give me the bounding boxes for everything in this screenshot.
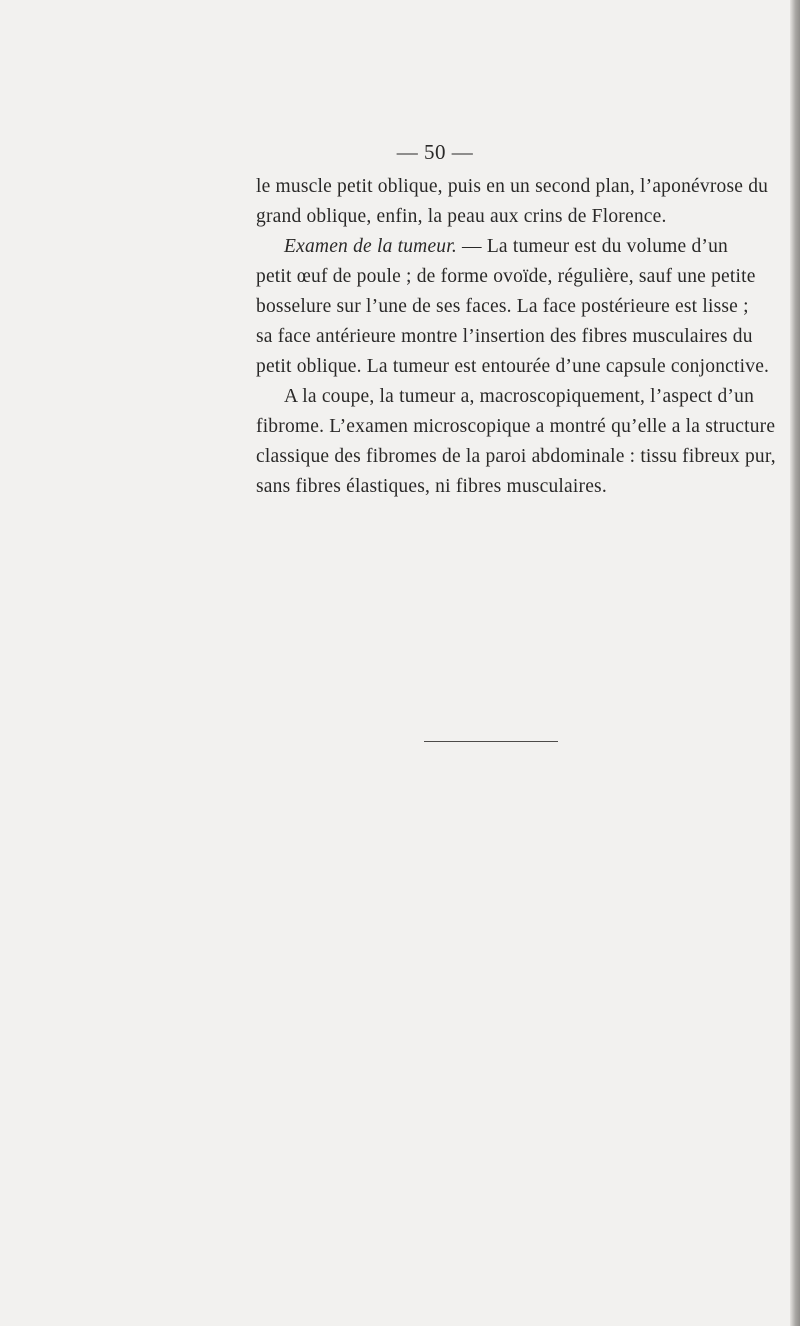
text-line-7: petit oblique. La tumeur est entourée d’une capsule conjonctive. <box>256 356 770 377</box>
text-line-2: grand oblique, enfin, la peau aux crins de Florence. <box>256 206 667 227</box>
text-line-10: classique des fibromes de la paroi abdominale : tissu fibreux pur, <box>256 446 776 467</box>
text-line-11: sans fibres élastiques, ni fibres musculaires. <box>256 476 607 497</box>
end-rule <box>424 741 558 742</box>
section-heading: Examen de la tumeur. <box>284 236 457 257</box>
text-line-6: sa face antérieure montre l’insertion des fibres musculaires du <box>256 326 753 347</box>
page-number: — 50 — <box>396 140 474 164</box>
text-line-4: petit œuf de poule ; de forme ovoïde, régulière, sauf une petite <box>256 266 756 287</box>
page-edge <box>790 0 800 1326</box>
text-line-5: bosselure sur l’une de ses faces. La face postérieure est lisse ; <box>256 296 749 317</box>
text-line-9: fibrome. L’examen microscopique a montré qu’elle a la structure <box>256 416 776 437</box>
body-text <box>256 172 776 502</box>
text-line-3 <box>256 232 728 262</box>
text-line-8: A la coupe, la tumeur a, macroscopiquement, l’aspect d’un <box>284 386 755 407</box>
text-line-1: le muscle petit oblique, puis en un second plan, l’aponévrose du <box>256 176 769 197</box>
text-line-3-rest: — La tumeur est du volume d’un <box>462 236 728 257</box>
